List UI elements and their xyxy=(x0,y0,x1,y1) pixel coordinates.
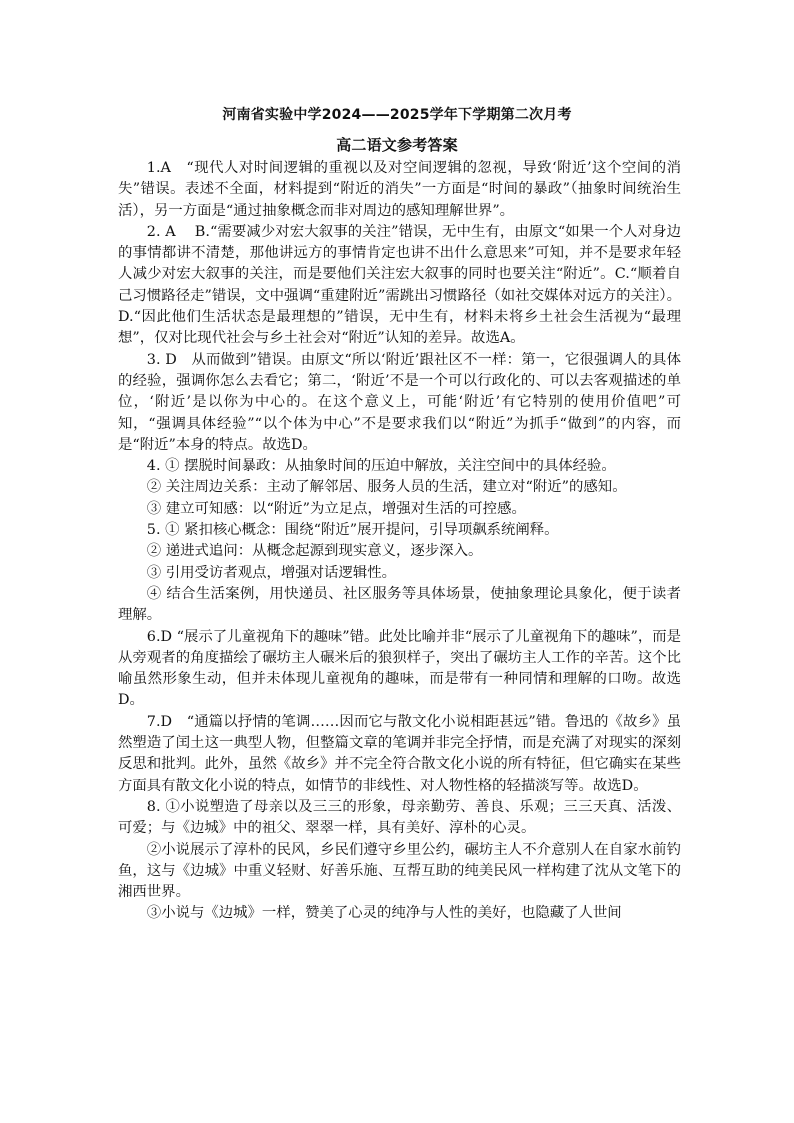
answer-8-point-2: ②小说展示了淳朴的民风，乡民们遵守乡里公约，碾坊主人不介意别人在自家水前钓鱼，这与《边城》中重义轻财、好善乐施、互帮互助的纯美民风一样构建了沈从文笔下的湘西世界。 xyxy=(118,841,681,901)
answer-5-point-3: ③ 引用受访者观点，增强对话逻辑性。 xyxy=(146,564,397,581)
answer-8-point-3: ③小说与《边城》一样，赞美了心灵的纯净与人性的美好，也隐藏了人世间 xyxy=(146,905,622,922)
answer-1: 1.A “现代人对时间逻辑的重视以及对空间逻辑的忽视，导致‘附近’这个空间的消失”错误。表述不全面，材料提到“附近的消失”一方面是“时间的暴政”（抽象时间统治生活），另一方面是“通过抽象概念而非对周边的感知理解世界”。 xyxy=(118,160,681,219)
document-title: 河南省实验中学2024——2025学年下学期第二次月考 xyxy=(222,107,572,123)
answer-4-point-3: ③ 建立可知感：以“附近”为立足点，增强对生活的可控感。 xyxy=(146,500,526,517)
answer-4-point-2: ② 关注周边关系：主动了解邻居、服务人员的生活，建立对“附近”的感知。 xyxy=(146,479,627,496)
answer-body xyxy=(118,158,681,925)
answer-8-point-1: 8. ①小说塑造了母亲以及三三的形象，母亲勤劳、善良、乐观；三三天真、活泼、可爱；与《边城》中的祖父、翠翠一样，具有美好、淳朴的心灵。 xyxy=(118,798,681,837)
answer-5-point-4: ④ 结合生活案例，用快递员、社区服务等具体场景，使抽象理论具象化，便于读者理解。 xyxy=(118,585,681,624)
answer-7: 7.D “通篇以抒情的笔调……因而它与散文化小说相距甚远”错。鲁迅的《故乡》虽然塑造了闰土这一典型人物，但整篇文章的笔调并非完全抒情，而是充满了对现实的深刻反思和批判。此外，虽然《故乡》并不完全符合散文化小说的所有特征，但它确实在某些方面具有散文化小说的特点，如情节的非线性、对人物性格的轻描淡写等。故选D。 xyxy=(118,713,681,794)
answer-2: 2. A B.“需要减少对宏大叙事的关注”错误，无中生有，由原文“如果一个人对身边的事情都讲不清楚，那他讲远方的事情肯定也讲不出什么意思来”可知，并不是要求年轻人减少对宏大叙事的关注，而是要他们关注宏大叙事的同时也要关注“附近”。C.“顺着自己习惯路径走”错误，文中强调“重建附近”需跳出习惯路径（如社交媒体对远方的关注）。 D.“因此他们生活状态是最理想的”错误，无中生有，材料未将乡土社会生活视为“最理想”，仅对比现代社会与乡土社会对“附近”认知的差异。故选A。 xyxy=(118,223,681,347)
answer-4-point-1: 4. ① 摆脱时间暴政：从抽象时间的压迫中解放，关注空间中的具体经验。 xyxy=(146,458,616,475)
answer-5-point-2: ② 递进式追问：从概念起源到现实意义，逐步深入。 xyxy=(146,543,483,560)
answer-3: 3. D 从而做到”错误。由原文“所以‘附近’跟社区不一样：第一，它很强调人的具体的经验，强调你怎么去看它；第二，‘附近’不是一个可以行政化的、可以去客观描述的单位，‘附近’是以你为中心的。在这个意义上，可能‘附近’有它特别的使用价值吧”可知，“强调具体经验”“以个体为中心”不是要求我们以“附近”为抓手“做到”的内容，而是“附近”本身的特点。故选D。 xyxy=(118,351,681,453)
answer-6: 6.D “展示了儿童视角下的趣味”错。此处比喻并非“展示了儿童视角下的趣味”，而是从旁观者的角度描绘了碾坊主人碾米后的狼狈样子，突出了碾坊主人工作的辛苦。这个比喻虽然形象生动，但并未体现儿童视角的趣味，而是带有一种同情和理解的口吻。故选D。 xyxy=(118,628,681,709)
document-subtitle: 高二语文参考答案 xyxy=(336,136,458,154)
answer-5-point-1: 5. ① 紧扣核心概念：围绕“附近”展开提问，引导项飙系统阐释。 xyxy=(146,522,559,539)
